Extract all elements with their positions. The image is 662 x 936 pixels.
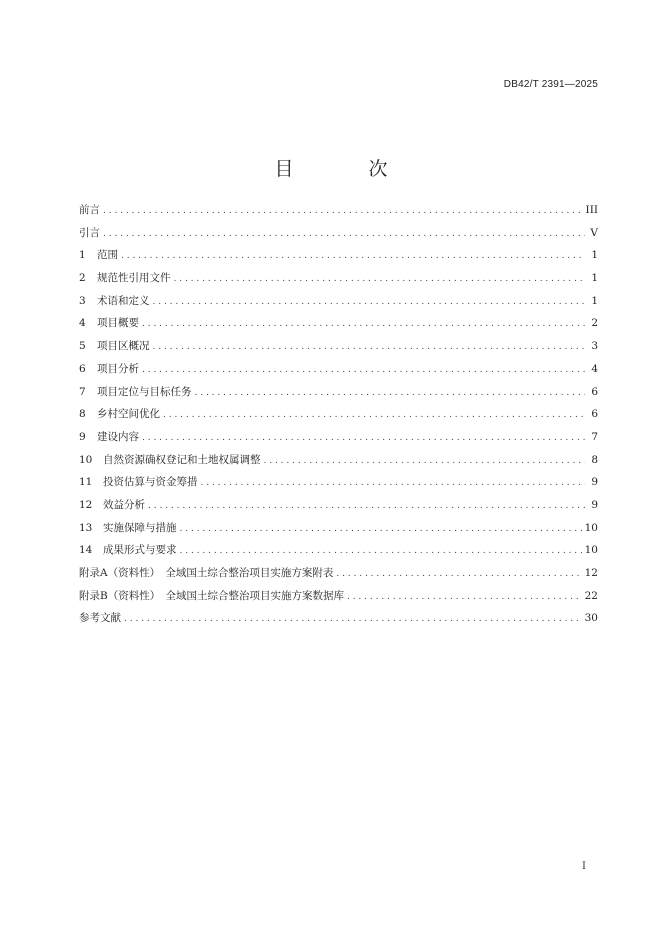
toc-entry-number: 11 <box>79 476 93 489</box>
toc-leader-dots <box>264 450 586 473</box>
toc-leader-dots <box>103 223 585 246</box>
toc-entry[interactable] <box>79 199 598 222</box>
toc-entry-number: 6 <box>79 362 86 375</box>
toc-entry-text: 投资估算与资金筹措 <box>103 476 198 489</box>
toc-entry-label <box>79 403 160 426</box>
toc-leader-dots <box>163 404 585 427</box>
toc-entry[interactable] <box>79 607 598 630</box>
toc-entry-text: 前言 <box>79 204 100 216</box>
toc-entry-label <box>79 199 100 222</box>
toc-leader-dots <box>174 268 586 291</box>
toc-entry-label <box>79 358 139 381</box>
toc-entry-label <box>79 585 344 608</box>
toc-leader-dots <box>121 245 585 268</box>
toc-entry-text: 术语和定义 <box>97 294 150 307</box>
toc-entry[interactable] <box>79 562 598 585</box>
toc-entry[interactable] <box>79 290 598 313</box>
toc-entry-page: 1 <box>591 294 598 307</box>
toc-entry-text: 成果形式与要求 <box>103 544 177 557</box>
toc-entry[interactable] <box>79 244 598 267</box>
toc-entry-text: 自然资源确权登记和土地权属调整 <box>103 453 261 466</box>
toc-entry[interactable] <box>79 517 598 540</box>
toc-leader-dots <box>142 313 585 336</box>
toc-entry[interactable] <box>79 471 598 494</box>
toc-leader-dots <box>201 472 586 495</box>
toc-entry[interactable] <box>79 539 598 562</box>
toc-entry-number: 7 <box>79 385 86 398</box>
toc-entry-label <box>79 494 145 517</box>
toc-entry[interactable] <box>79 403 598 426</box>
toc-leader-dots <box>153 336 586 359</box>
toc-entry-label <box>79 426 139 449</box>
toc-entry[interactable] <box>79 335 598 358</box>
toc-entry-page: 1 <box>591 249 598 262</box>
toc-entry[interactable] <box>79 267 598 290</box>
toc-entry-page: 7 <box>591 430 598 443</box>
toc-entry-page: 6 <box>591 408 598 421</box>
toc-entry-number: 10 <box>79 453 93 466</box>
toc-entry-text: 范围 <box>97 249 118 262</box>
toc-entry-page: 6 <box>591 385 598 398</box>
toc-entry-number: 13 <box>79 521 93 534</box>
toc-entry-number: 9 <box>79 430 86 443</box>
toc-entry-page: 30 <box>584 612 598 625</box>
toc-entry-label <box>79 244 118 267</box>
toc-entry-label <box>79 562 333 585</box>
toc-entry-label <box>79 335 150 358</box>
toc-entry-label <box>79 471 198 494</box>
toc-leader-dots <box>103 200 583 223</box>
toc-leader-dots <box>347 586 582 609</box>
toc-entry-text: 项目概要 <box>97 317 139 330</box>
toc-entry-page: 1 <box>591 272 598 285</box>
toc-entry-text: 效益分析 <box>103 498 145 511</box>
toc-entry-number: 12 <box>79 498 93 511</box>
toc-entry-label <box>79 290 150 313</box>
toc-entry-text: 建设内容 <box>97 430 139 443</box>
toc-entry-number: 1 <box>79 249 86 262</box>
page-title: 目 次 <box>274 157 416 180</box>
page-number: I <box>582 861 586 872</box>
toc-entry[interactable] <box>79 222 598 245</box>
toc-entry-text: 规范性引用文件 <box>97 272 171 285</box>
toc-entry-number: 4 <box>79 317 86 330</box>
toc-leader-dots <box>153 291 586 314</box>
toc-entry[interactable] <box>79 449 598 472</box>
toc-entry[interactable] <box>79 358 598 381</box>
toc-entry-page: 8 <box>591 453 598 466</box>
toc-entry-page: 22 <box>584 589 598 602</box>
toc-entry-page: 10 <box>584 521 598 534</box>
toc-entry-text: 附录B（资料性） 全域国土综合整治项目实施方案数据库 <box>79 589 344 602</box>
toc-entry-number: 2 <box>79 272 86 285</box>
toc-entry-page: 12 <box>584 567 598 579</box>
toc-leader-dots <box>180 518 582 541</box>
toc-entry[interactable] <box>79 494 598 517</box>
toc-entry-text: 项目定位与目标任务 <box>97 385 192 398</box>
toc-leader-dots <box>148 495 585 518</box>
toc-leader-dots <box>142 427 585 450</box>
toc-entry-page: 9 <box>591 498 598 511</box>
toc-leader-dots <box>142 359 585 382</box>
toc-leader-dots <box>336 563 581 586</box>
toc-entry[interactable] <box>79 312 598 335</box>
document-code: DB42/T 2391—2025 <box>503 79 598 90</box>
toc-leader-dots <box>124 608 582 631</box>
toc-entry-label <box>79 539 177 562</box>
toc-entry-label <box>79 222 100 245</box>
toc-entry-number: 8 <box>79 408 86 421</box>
toc-entry-label <box>79 449 261 472</box>
toc-entry-label <box>79 312 139 335</box>
toc-entry-page: 4 <box>591 362 598 375</box>
toc-entry-text: 项目分析 <box>97 362 139 375</box>
toc-entry-text: 乡村空间优化 <box>97 408 160 421</box>
toc-entry-page: V <box>590 226 598 239</box>
toc-entry-text: 参考文献 <box>79 612 121 625</box>
toc-entry-page: 10 <box>584 544 598 557</box>
toc-entry-page: 2 <box>591 317 598 330</box>
toc-entry-label <box>79 267 171 290</box>
toc-leader-dots <box>195 382 586 405</box>
toc-entry[interactable] <box>79 426 598 449</box>
toc-entry-text: 附录A（资料性） 全域国土综合整治项目实施方案附表 <box>79 567 334 579</box>
toc-entry-number: 3 <box>79 294 86 307</box>
toc-entry-number: 5 <box>79 340 86 353</box>
toc-entry-page: III <box>585 204 598 216</box>
toc-entry-label <box>79 517 177 540</box>
toc-entry[interactable] <box>79 585 598 608</box>
table-of-contents <box>79 199 598 630</box>
toc-entry-page: 3 <box>591 340 598 353</box>
toc-entry-page: 9 <box>591 476 598 489</box>
toc-leader-dots <box>180 540 582 563</box>
toc-entry-text: 项目区概况 <box>97 340 150 353</box>
toc-entry-label <box>79 381 192 404</box>
toc-entry-number: 14 <box>79 544 93 557</box>
toc-entry[interactable] <box>79 381 598 404</box>
toc-entry-text: 引言 <box>79 226 100 239</box>
toc-entry-label <box>79 607 121 630</box>
toc-entry-text: 实施保障与措施 <box>103 521 177 534</box>
